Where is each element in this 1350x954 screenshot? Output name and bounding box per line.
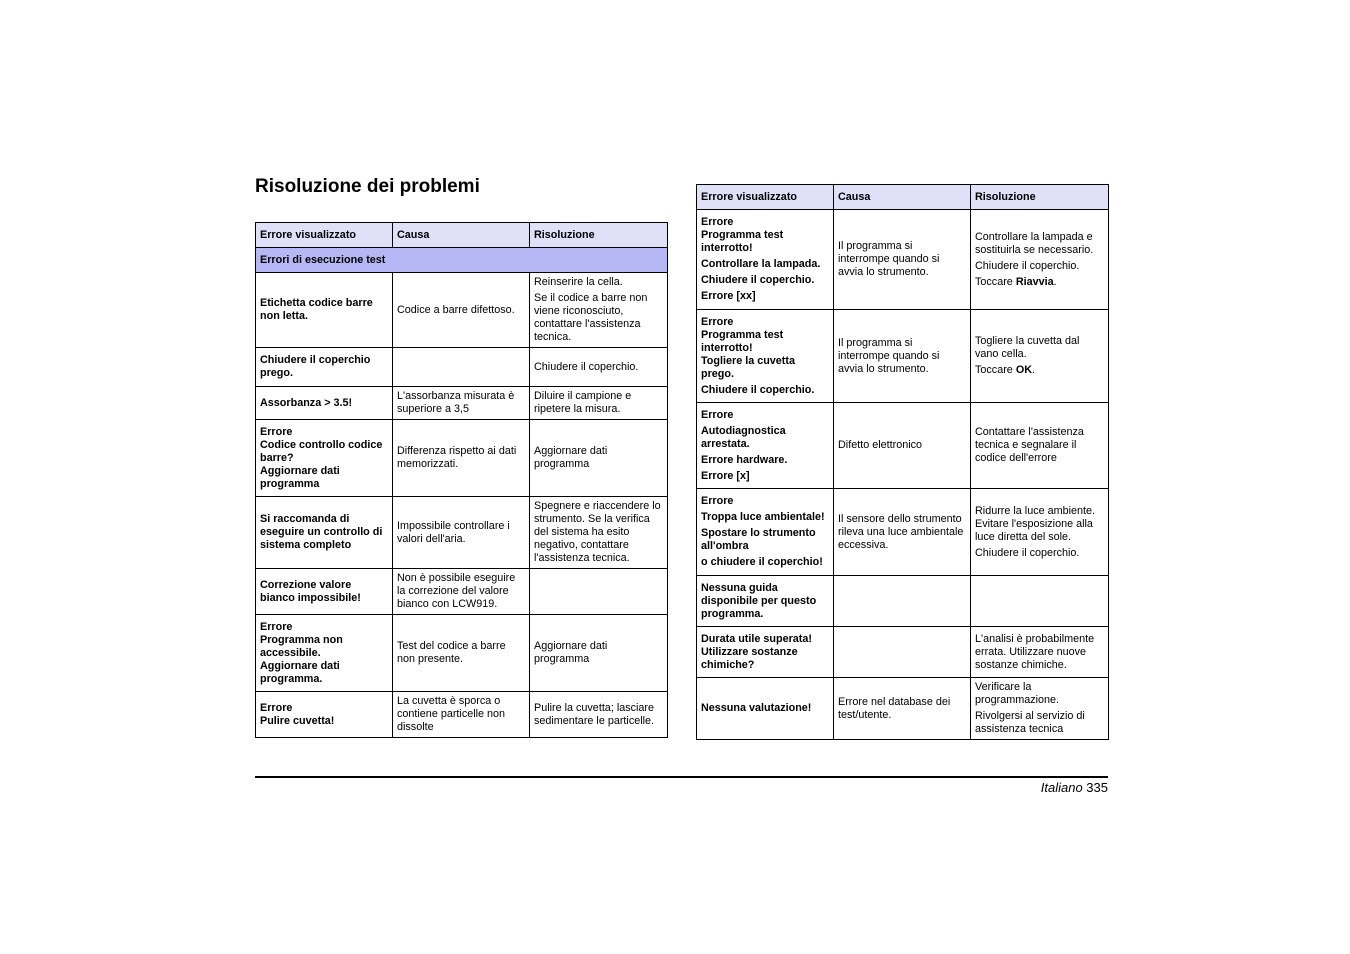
- error-cell: [697, 310, 834, 403]
- cause-cell: Il programma si interrompe quando si avvia lo strumento.: [834, 210, 971, 310]
- error-line: Programma test interrotto!: [701, 328, 784, 354]
- error-line: Etichetta codice barre non letta.: [260, 297, 373, 322]
- solution-cell: [971, 678, 1109, 740]
- page-title: Risoluzione dei problemi: [255, 176, 480, 197]
- cause-cell: La cuvetta è sporca o contiene particelle non dissolte: [393, 692, 530, 738]
- section-row: [256, 248, 668, 273]
- solution-keyword: Riavvia: [1015, 275, 1054, 288]
- troubleshooting-table-left: [255, 222, 668, 738]
- error-line: Troppa luce ambientale!: [701, 511, 825, 523]
- table-row: [697, 489, 1109, 576]
- cause-cell: [834, 576, 971, 627]
- table-row: [256, 615, 668, 692]
- solution-cell: [971, 627, 1109, 678]
- error-line: Errore: [260, 620, 293, 633]
- error-line: Programma non accessibile.: [260, 633, 343, 659]
- error-line: Togliere la cuvetta prego.: [701, 354, 796, 380]
- error-line: Errore: [701, 315, 734, 328]
- error-cell: [256, 569, 393, 615]
- error-cell: [256, 348, 393, 387]
- error-cell: [697, 489, 834, 576]
- table-row: [697, 403, 1109, 489]
- solution-line: [975, 364, 1104, 377]
- error-line: Errore [xx]: [701, 290, 756, 302]
- error-line: Errore [x]: [701, 469, 750, 482]
- error-line: Spostare lo strumento all'ombra: [701, 527, 816, 552]
- footer-rule: [255, 776, 1108, 778]
- header-error: Errore visualizzato: [256, 223, 393, 248]
- footer-language: Italiano: [1040, 780, 1083, 795]
- solution-line: Reinserire la cella.: [534, 276, 623, 288]
- cause-cell: Non è possibile eseguire la correzione del valore bianco con LCW919.: [393, 569, 530, 615]
- error-line: Pulire cuvetta!: [260, 714, 335, 727]
- header-cause: Causa: [834, 185, 971, 210]
- cause-cell: [834, 627, 971, 678]
- error-line: Aggiornare dati programma: [260, 464, 340, 490]
- error-cell: [256, 273, 393, 348]
- solution-line: Pulire la cuvetta; lasciare sedimentare le particelle.: [534, 701, 655, 727]
- solution-cell: [971, 310, 1109, 403]
- header-solution: Risoluzione: [530, 223, 668, 248]
- error-cell: [697, 678, 834, 740]
- error-line: Durata utile superata! Utilizzare sostanze chimiche?: [701, 632, 812, 671]
- table-row: [697, 210, 1109, 310]
- solution-cell: [530, 569, 668, 615]
- section-title: Errori di esecuzione test: [256, 248, 668, 273]
- error-line: Errore: [260, 425, 293, 438]
- cause-cell: Differenza rispetto ai dati memorizzati.: [393, 420, 530, 497]
- table-row: [256, 273, 668, 348]
- table-row: [256, 420, 668, 497]
- solution-cell: [971, 489, 1109, 576]
- header-solution: Risoluzione: [971, 185, 1109, 210]
- error-cell: [256, 615, 393, 692]
- solution-line: Se il codice a barre non viene riconosciuto, contattare l'assistenza tecnica.: [534, 292, 648, 343]
- error-line: Nessuna guida disponibile per questo programma.: [701, 581, 817, 620]
- error-cell: [256, 497, 393, 569]
- solution-line: Aggiornare dati programma: [534, 445, 608, 470]
- cause-cell: Test del codice a barre non presente.: [393, 615, 530, 692]
- solution-line: Aggiornare dati programma: [534, 640, 608, 665]
- error-line: o chiudere il coperchio!: [701, 556, 823, 568]
- error-line: Nessuna valutazione!: [701, 702, 812, 714]
- error-line: Chiudere il coperchio.: [701, 383, 815, 396]
- error-line: Si raccomanda di eseguire un controllo di sistema completo: [260, 513, 383, 551]
- solution-line: L'analisi è probabilmente errata. Utilizzare nuove sostanze chimiche.: [975, 632, 1095, 671]
- error-line: Errore: [701, 216, 734, 228]
- table-row: [256, 569, 668, 615]
- solution-line: Togliere la cuvetta dal vano cella.: [975, 335, 1080, 360]
- solution-cell: [530, 348, 668, 387]
- table-row: [697, 310, 1109, 403]
- page-footer: [1041, 780, 1108, 795]
- solution-line: Spegnere e riaccendere lo strumento. Se la verifica del sistema ha esito negativo, contattare l'assistenza tecnica.: [534, 500, 661, 564]
- table-row: [256, 387, 668, 420]
- solution-line: Contattare l'assistenza tecnica e segnalare il codice dell'errore: [975, 426, 1084, 464]
- header-cause: Causa: [393, 223, 530, 248]
- solution-cell: [530, 615, 668, 692]
- solution-line: Chiudere il coperchio.: [975, 546, 1080, 559]
- solution-cell: [530, 420, 668, 497]
- cause-cell: Codice a barre difettoso.: [393, 273, 530, 348]
- solution-line: Ridurre la luce ambiente. Evitare l'esposizione alla luce diretta del sole.: [975, 504, 1096, 543]
- error-line: Codice controllo codice barre?: [260, 438, 383, 464]
- table-row: [697, 627, 1109, 678]
- cause-cell: Impossibile controllare i valori dell'aria.: [393, 497, 530, 569]
- error-line: Controllare la lampada.: [701, 258, 821, 270]
- solution-line: [975, 276, 1104, 289]
- solution-cell: [530, 692, 668, 738]
- table-row: [256, 692, 668, 738]
- cause-cell: L'assorbanza misurata è superiore a 3,5: [393, 387, 530, 420]
- error-line: Assorbanza > 3.5!: [260, 396, 353, 409]
- error-cell: [697, 403, 834, 489]
- solution-cell: [971, 576, 1109, 627]
- error-cell: [256, 692, 393, 738]
- solution-line: Controllare la lampada e sostituirla se necessario.: [975, 230, 1094, 256]
- table-header-row: [697, 185, 1109, 210]
- cause-cell: Il sensore dello strumento rileva una luce ambientale eccessiva.: [834, 489, 971, 576]
- error-cell: [256, 387, 393, 420]
- table-row: [697, 576, 1109, 627]
- error-line: Autodiagnostica arrestata.: [701, 424, 786, 450]
- solution-cell: [530, 387, 668, 420]
- error-line: Chiudere il coperchio.: [701, 274, 815, 286]
- solution-line: Chiudere il coperchio.: [975, 259, 1080, 272]
- error-cell: [697, 576, 834, 627]
- solution-line: Diluire il campione e ripetere la misura.: [534, 390, 632, 415]
- error-line: Errore hardware.: [701, 453, 788, 466]
- header-error: Errore visualizzato: [697, 185, 834, 210]
- error-line: Correzione valore bianco impossibile!: [260, 578, 361, 604]
- error-line: Chiudere il coperchio prego.: [260, 354, 371, 379]
- solution-cell: [971, 210, 1109, 310]
- solution-cell: [530, 497, 668, 569]
- error-cell: [697, 210, 834, 310]
- error-line: Errore: [701, 408, 734, 421]
- cause-cell: Difetto elettronico: [834, 403, 971, 489]
- table-row: [697, 678, 1109, 740]
- cause-cell: Il programma si interrompe quando si avvia lo strumento.: [834, 310, 971, 403]
- troubleshooting-table-right: [696, 184, 1109, 740]
- solution-line: Chiudere il coperchio.: [534, 360, 639, 373]
- error-line: Errore: [260, 701, 293, 714]
- error-line: Aggiornare dati programma.: [260, 659, 340, 685]
- table-header-row: [256, 223, 668, 248]
- page-number: 335: [1086, 780, 1108, 795]
- solution-text: Toccare: [975, 364, 1016, 376]
- solution-cell: [530, 273, 668, 348]
- cause-cell: Errore nel database dei test/utente.: [834, 678, 971, 740]
- solution-keyword: OK: [1015, 364, 1033, 376]
- error-cell: [256, 420, 393, 497]
- table-row: [256, 348, 668, 387]
- solution-line: Rivolgersi al servizio di assistenza tecnica: [975, 710, 1085, 735]
- solution-text: .: [1032, 364, 1036, 376]
- table-row: [256, 497, 668, 569]
- solution-text: Toccare: [975, 275, 1016, 288]
- solution-text: .: [1053, 275, 1057, 288]
- cause-cell: [393, 348, 530, 387]
- solution-cell: [971, 403, 1109, 489]
- solution-line: Verificare la programmazione.: [975, 681, 1060, 706]
- error-line: Programma test interrotto!: [701, 229, 784, 254]
- error-line: Errore: [701, 495, 734, 507]
- error-cell: [697, 627, 834, 678]
